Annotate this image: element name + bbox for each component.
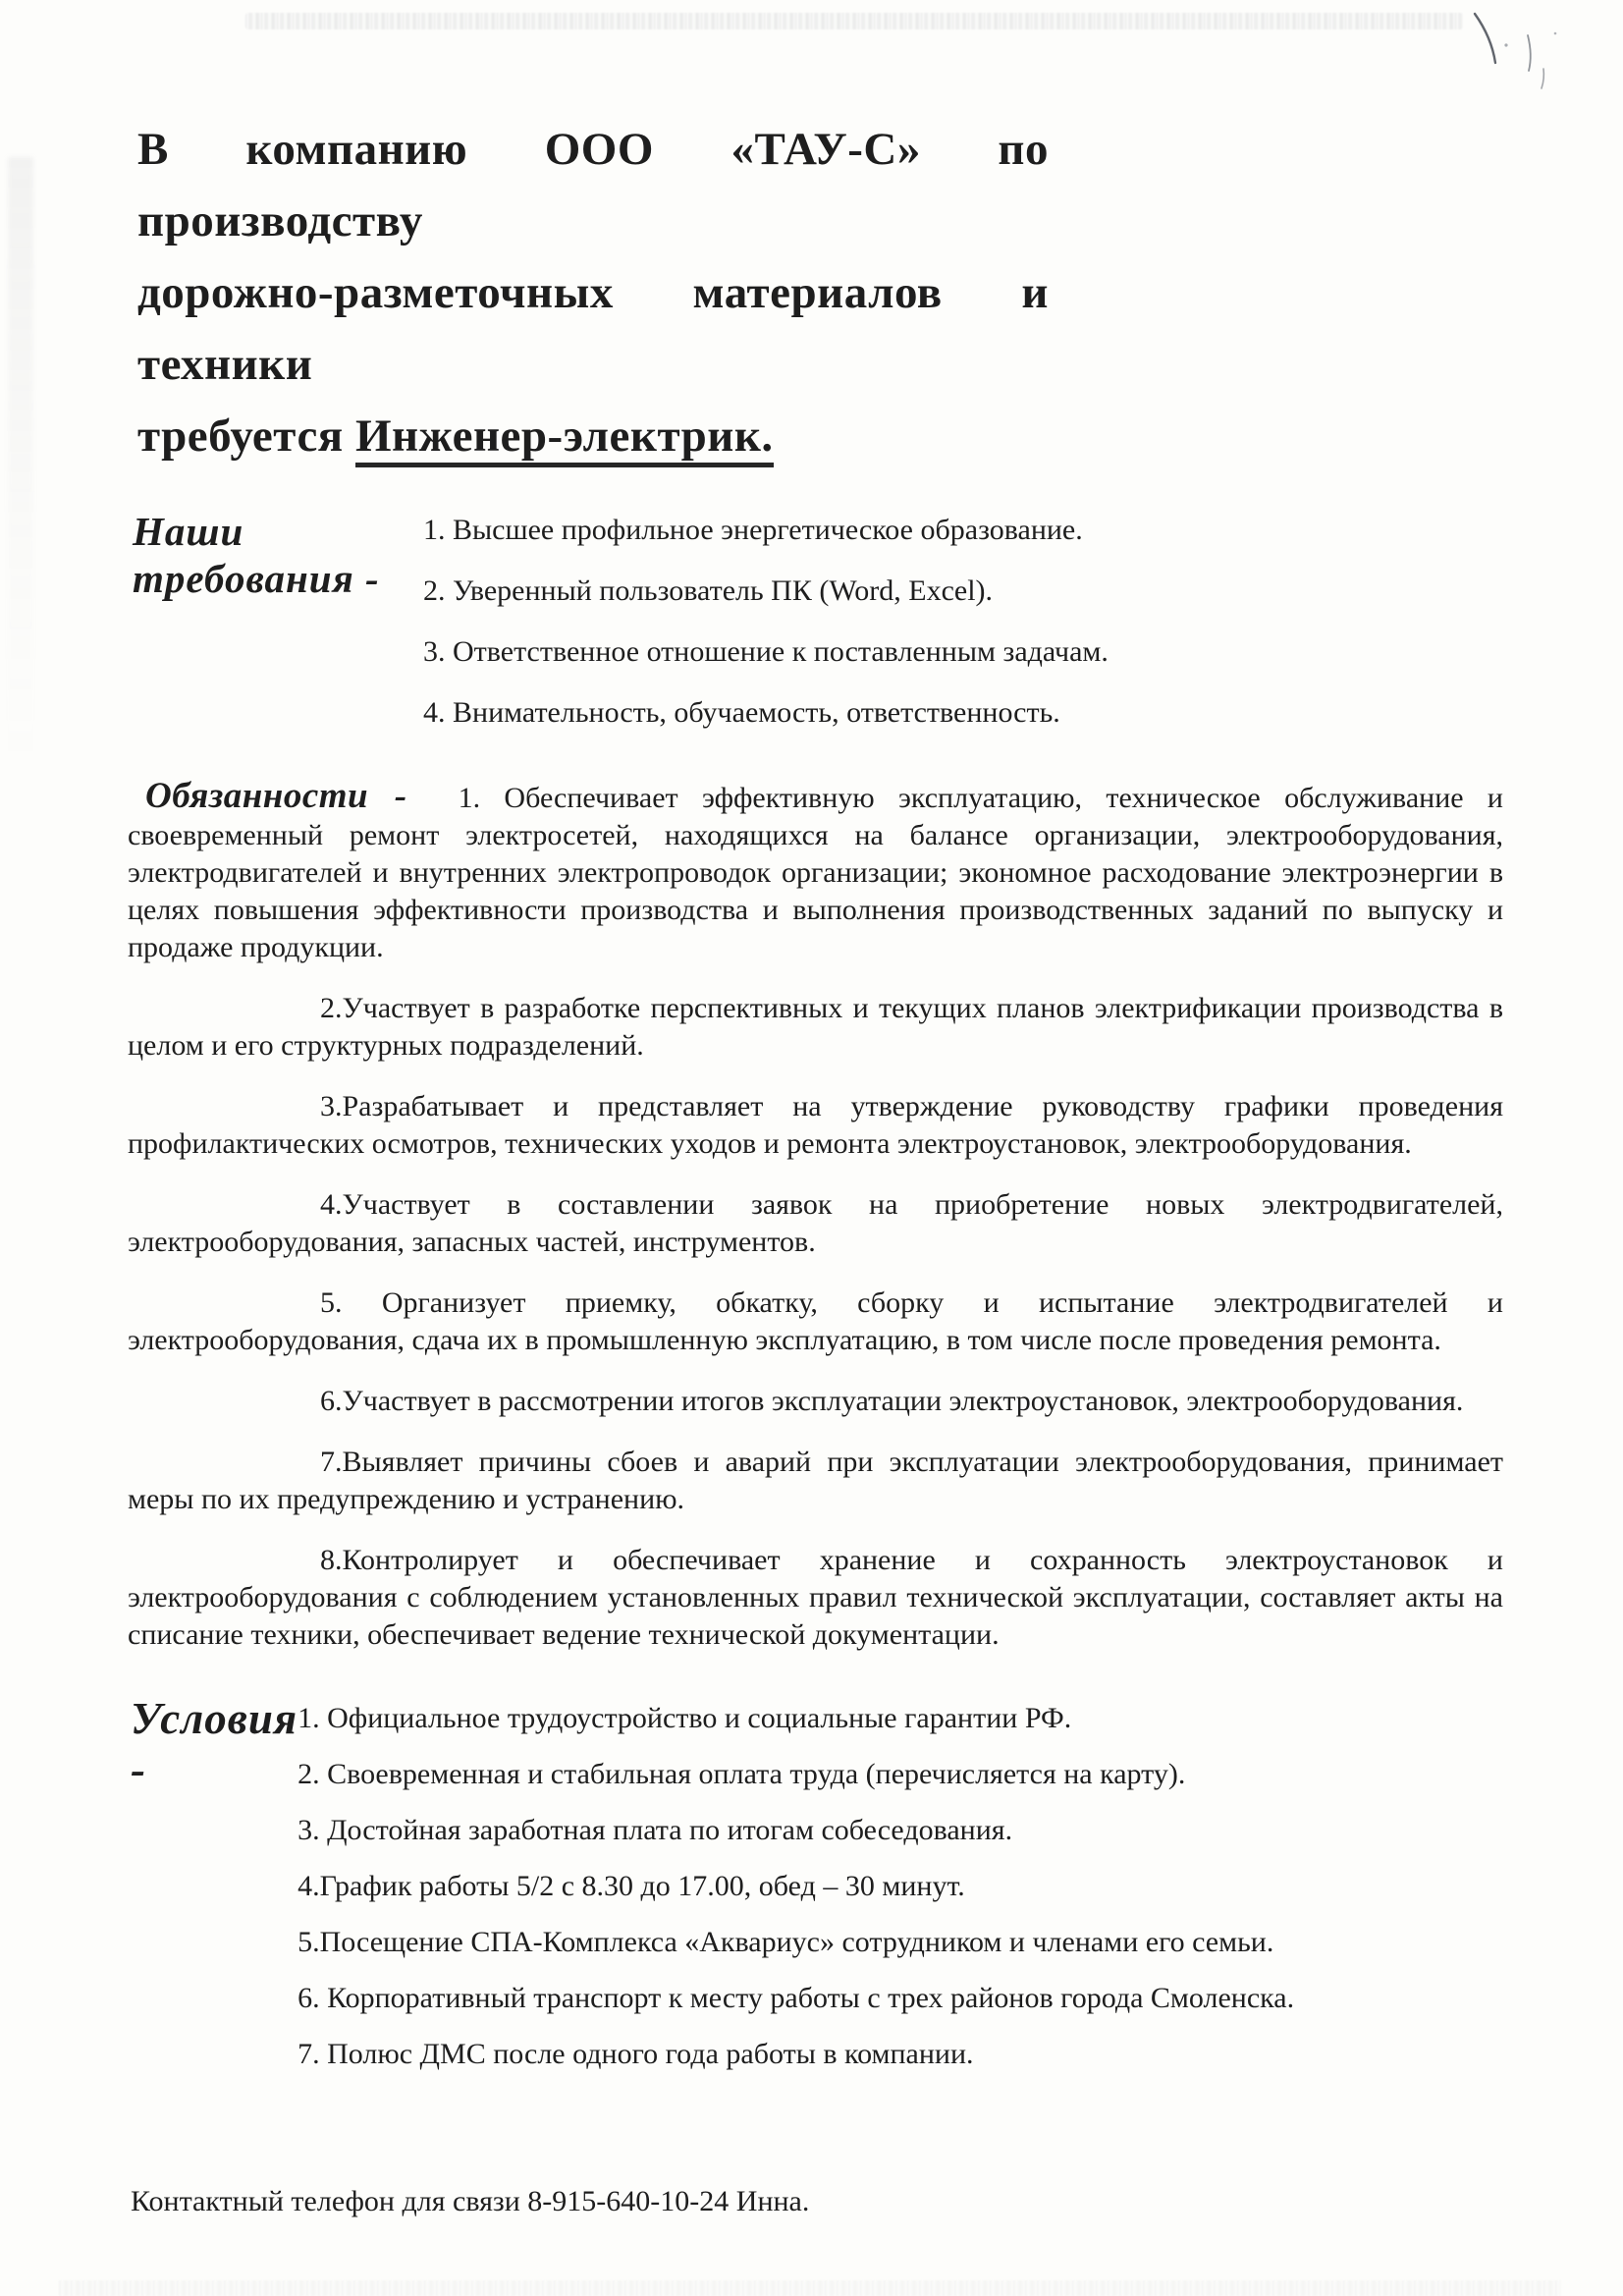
job-title-line-3 bbox=[137, 401, 1049, 472]
contact-phone-line: Контактный телефон для связи 8-915-640-10-24 Инна. bbox=[131, 2185, 810, 2217]
duty-item-1-text: 1. Обеспечивает эффективную эксплуатацию, техническое обслуживание и своевременный ремонт электросетей, находящихся на балансе организации, электрооборудования, электродвигателей и внутренних электропроводок организации; экономное расходование электроэнергии в целях повышения эффективности производства и выполнения производственных заданий по выпуску и продаже продукции. bbox=[128, 782, 1503, 963]
scan-streak-left bbox=[8, 157, 33, 766]
job-position-underlined: Инженер-электрик. bbox=[355, 410, 774, 467]
scan-noise-band-bottom bbox=[59, 2280, 1561, 2296]
duties-heading: Обязанности - bbox=[145, 776, 407, 816]
condition-item: 5.Посещение СПА-Комплекса «Аквариус» сотрудником и членами его семьи. bbox=[298, 1926, 1274, 1958]
duties-section bbox=[128, 778, 1503, 1654]
duty-item: 3.Разрабатывает и представляет на утверждение руководству графики проведения профилактических осмотров, технических уходов и ремонта электроустановок, электрооборудования. bbox=[128, 1090, 1503, 1160]
job-title bbox=[137, 114, 1049, 472]
job-title-prefix: требуется bbox=[137, 410, 355, 462]
requirements-list bbox=[423, 506, 1109, 758]
duty-item: 5. Организует приемку, обкатку, сборку и испытание электродвигателей и электрооборудования, сдача их в промышленную эксплуатацию, в том числе после проведения ремонта. bbox=[128, 1286, 1503, 1356]
condition-item: 6. Корпоративный транспорт к месту работы с трех районов города Смоленска. bbox=[298, 1982, 1295, 2014]
job-title-line-1: В компанию ООО «ТАУ-С» по производству bbox=[137, 124, 1049, 246]
condition-item: 7. Полюс ДМС после одного года работы в компании. bbox=[298, 2038, 974, 2070]
condition-item: 2. Своевременная и стабильная оплата труда (перечисляется на карту). bbox=[298, 1758, 1186, 1790]
requirements-heading: Наши требования - bbox=[133, 509, 380, 601]
requirements-section bbox=[133, 506, 1544, 758]
job-title-line-2: дорожно-разметочных материалов и техники bbox=[137, 267, 1049, 390]
conditions-section bbox=[131, 1693, 1564, 2095]
requirement-item: 3. Ответственное отношение к поставленным задачам. bbox=[423, 635, 1109, 668]
requirement-item: 1. Высшее профильное энергетическое образование. bbox=[423, 514, 1083, 546]
duty-item: 8.Контролирует и обеспечивает хранение и сохранность электроустановок и электрооборудования с соблюдением установленных правил технической эксплуатации, составляет акты на списание техники, обеспечивает ведение технической документации. bbox=[128, 1544, 1503, 1651]
conditions-heading: Условия - bbox=[131, 1694, 298, 1794]
requirement-item: 2. Уверенный пользователь ПК (Word, Excel). bbox=[423, 574, 994, 607]
condition-item: 1. Официальное трудоустройство и социальные гарантии РФ. bbox=[298, 1702, 1072, 1734]
duty-item: 7.Выявляет причины сбоев и аварий при эксплуатации электрооборудования, принимает меры по их предупреждению и устранению. bbox=[128, 1446, 1503, 1515]
duty-item: 2.Участвует в разработке перспективных и текущих планов электрификации производства в целом и его структурных подразделений. bbox=[128, 992, 1503, 1062]
requirement-item: 4. Внимательность, обучаемость, ответственность. bbox=[423, 696, 1060, 729]
condition-item: 4.График работы 5/2 с 8.30 до 17.00, обед – 30 минут. bbox=[298, 1870, 965, 1902]
pen-mark-icon bbox=[1434, 6, 1571, 94]
duty-item: 4.Участвует в составлении заявок на приобретение новых электродвигателей, электрооборудования, запасных частей, инструментов. bbox=[128, 1188, 1503, 1258]
duty-item: 6.Участвует в рассмотрении итогов эксплуатации электроустановок, электрооборудования. bbox=[320, 1385, 1464, 1417]
conditions-list bbox=[298, 1693, 1294, 2095]
scan-noise-band-top bbox=[245, 13, 1463, 29]
duties-first-paragraph bbox=[128, 778, 1503, 966]
condition-item: 3. Достойная заработная плата по итогам собеседования. bbox=[298, 1814, 1013, 1846]
